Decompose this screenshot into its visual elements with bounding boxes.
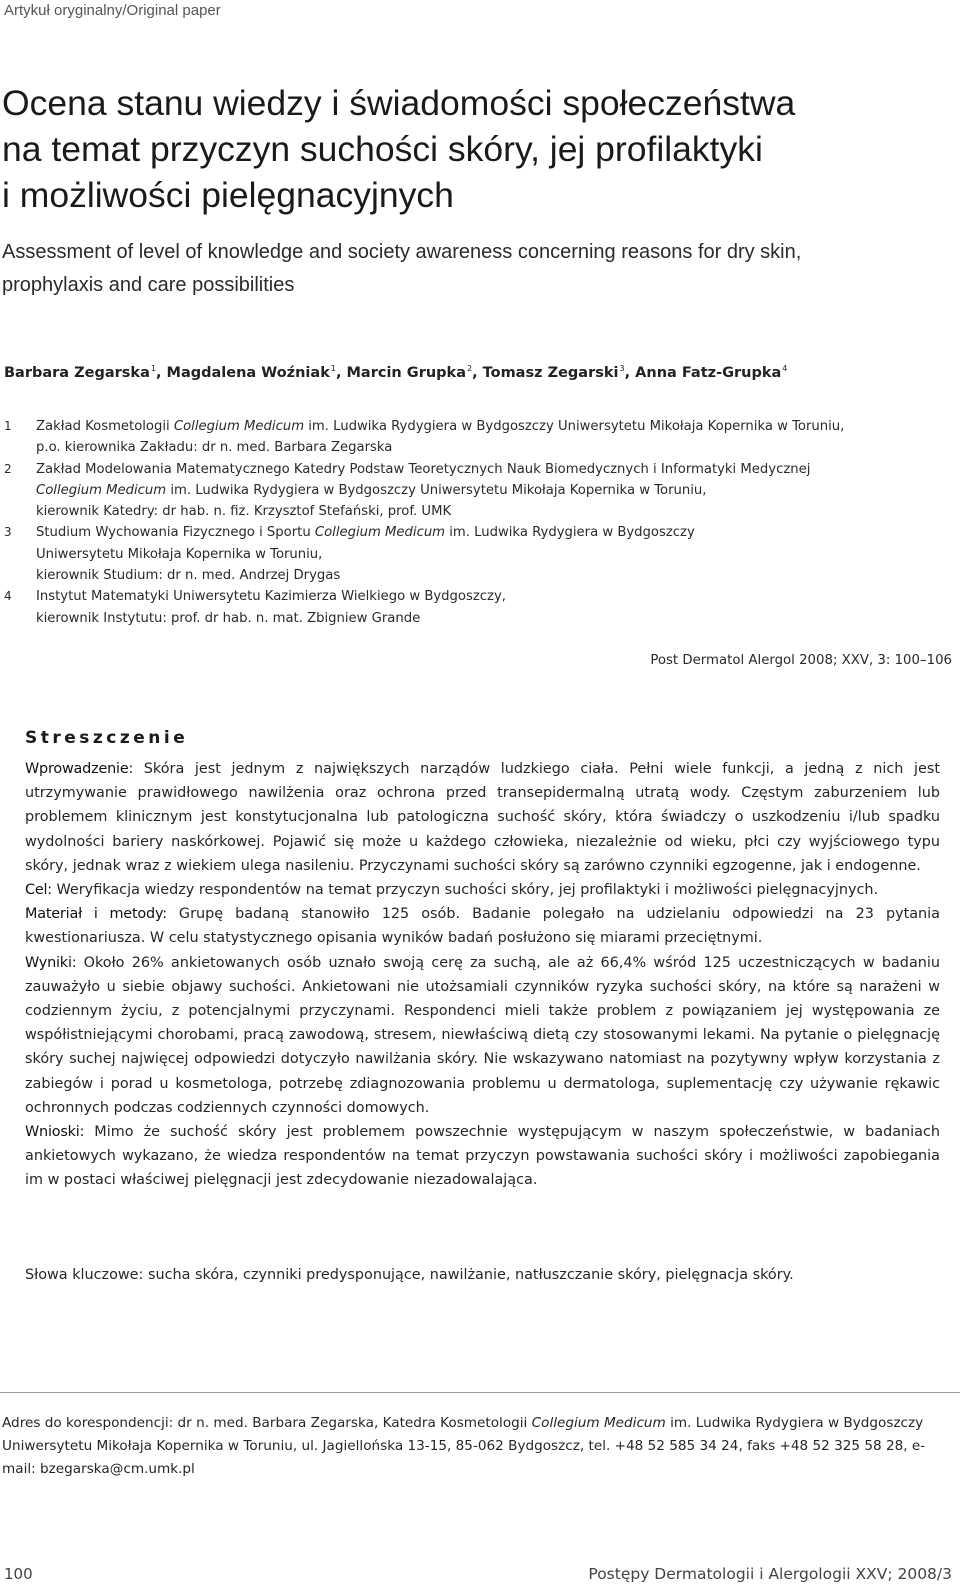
journal-footer: Postępy Dermatologii i Alergologii XXV; 2008/3 (588, 1565, 952, 1583)
subtitle-line: prophylaxis and care possibilities (2, 274, 295, 296)
abstract-heading: Streszczenie (25, 728, 189, 748)
abstract-paragraph: Wyniki: Około 26% ankietowanych osób uznało swoją cerę za suchą, ale aż 66,4% wśród 125 uczestniczących w badaniu zauważyło u siebie objawy suchości. Ankietowani nie utożsamiali czynników ryzyka suchości skóry, na które są narażeni w codziennym życiu, z potencjalnymi przyczynami. Respondenci mieli także problem z powiązaniem jej występowania ze współistniejącymi chorobami, pracą zawodową, stresem, niewłaściwą dietą czy stosowanymi lekami. Na pytanie o pielęgnację skóry suchej najwięcej odpowiedzi dotyczyło nawilżania skóry. Nie wskazywano natomiast na pozytywny wpływ korzystania z zabiegów i porad u kosmetologa, potrzebę zdiagnozowania problemu u dermatologa, suplementację czy używanie rękawic ochronnych podczas codziennych czynności domowych. (25, 954, 940, 1116)
author-affiliation-mark: 2 (466, 364, 473, 373)
author-affiliation-mark: 1 (330, 364, 336, 373)
abstract-paragraph: Wnioski: Mimo że suchość skóry jest problemem powszechnie występującym w naszym społeczeństwie, w badaniach ankietowych wykazano, że wiedza respondentów na temat przyczyn powstawania suchości skóry i możliwości zapobiegania im w postaci właściwej pielęgnacji jest zdecydowanie niezadowalająca. (25, 1124, 940, 1189)
affiliation-continuation: kierownik Instytutu: prof. dr hab. n. mat. Zbigniew Grande (36, 610, 421, 626)
author-affiliation-mark: 3 (619, 364, 625, 373)
abstract-paragraph: Cel: Weryfikacja wiedzy respondentów na temat przyczyn suchości skóry, jej profilaktyki i możliwości pielęgnacyjnych. (25, 882, 879, 899)
abstract-paragraph: Materiał i metody: Grupę badaną stanowiło 125 osób. Badanie polegało na udzielaniu odpowiedzi na 23 pytania kwestionariusza. W celu statystycznego opisania wyników badań posłużono się miarami przeciętnymi. (25, 906, 940, 947)
affiliation-3: 3 Studium Wychowania Fizycznego i Sportu Collegium Medicum im. Ludwika Rydygiera w Bydgoszczy (4, 522, 954, 543)
abstract-label: Wyniki: (25, 954, 77, 971)
article-title (2, 80, 952, 218)
keywords-label: Słowa kluczowe: (25, 1267, 144, 1283)
title-line: i możliwości pielęgnacyjnych (2, 175, 454, 215)
author-name: Magdalena Woźniak (166, 365, 330, 381)
author-name: Barbara Zegarska (4, 365, 150, 381)
affiliation-continuation: kierownik Studium: dr n. med. Andrzej Drygas (36, 568, 341, 584)
author-name: Marcin Grupka (346, 365, 466, 381)
keywords: Słowa kluczowe: sucha skóra, czynniki predysponujące, nawilżanie, natłuszczanie skóry, pielęgnacja skóry. (25, 1267, 794, 1283)
affiliation-number: 3 (4, 525, 12, 540)
correspondence-address: Adres do korespondencji: dr n. med. Barbara Zegarska, Katedra Kosmetologii Collegium Medicum im. Ludwika Rydygiera w Bydgoszczy Uniwersytetu Mikołaja Kopernika w Toruniu, ul. Jagiellońska 13-15, 85-062 Bydgoszcz, tel. +48 52 585 34 24, faks +48 52 325 58 28, e-mail: bzegarska@cm.umk.pl (2, 1415, 926, 1478)
citation: Post Dermatol Alergol 2008; XXV, 3: 100–106 (650, 653, 952, 668)
abstract-label: Cel: (25, 882, 52, 899)
affiliation-continuation: Collegium Medicum im. Ludwika Rydygiera w Bydgoszczy Uniwersytetu Mikołaja Kopernika w Toruniu, (36, 482, 707, 498)
title-line: Ocena stanu wiedzy i świadomości społeczeństwa (2, 83, 796, 123)
article-type-label: Artykuł oryginalny/Original paper (4, 2, 221, 19)
affiliation-number: 4 (4, 589, 12, 604)
title-line: na temat przyczyn suchości skóry, jej profilaktyki (2, 129, 763, 169)
correspondence-label: Adres do korespondencji: (2, 1415, 174, 1431)
abstract-paragraph: Wprowadzenie: Skóra jest jednym z największych narządów ludzkiego ciała. Pełni wiele funkcji, a jedną z nich jest utrzymywanie prawidłowego nawilżenia oraz ochrona przed transepidermalną utratą wody. Częstym zaburzeniem lub problemem klinicznym jest konstytucjonalna lub patologiczna suchość skóry, która świadczy o uszkodzeniu i/lub spadku wydolności bariery naskórkowej. Pojawić się może u każdego człowieka, niezależnie od wieku, płci czy wyjściowego typu skóry, jednak wraz z wiekiem ulega nasileniu. Przyczynami suchości skóry są zarówno czynniki egzogenne, jak i endogenne. (25, 761, 940, 874)
affiliation-number: 2 (4, 461, 12, 476)
affiliation-4: 4 Instytut Matematyki Uniwersytetu Kazimierza Wielkiego w Bydgoszczy, (4, 586, 954, 607)
author-affiliation-mark: 1 (150, 364, 156, 373)
author-name: Anna Fatz-Grupka (635, 365, 782, 381)
divider (0, 1392, 960, 1393)
affiliation-continuation: p.o. kierownika Zakładu: dr n. med. Barbara Zegarska (36, 440, 393, 456)
abstract-label: Materiał i metody: (25, 906, 167, 923)
affiliations (4, 416, 954, 629)
affiliation-continuation: kierownik Katedry: dr hab. n. fiz. Krzysztof Stefański, prof. UMK (36, 504, 452, 520)
affiliation-1: 1 Zakład Kosmetologii Collegium Medicum im. Ludwika Rydygiera w Bydgoszczy Uniwersytetu Mikołaja Kopernika w Toruniu, (4, 416, 954, 437)
abstract-label: Wprowadzenie: (25, 761, 134, 777)
page-number: 100 (4, 1565, 33, 1583)
abstract-label: Wnioski: (25, 1124, 85, 1141)
abstract-body (25, 757, 940, 1193)
affiliation-2: 2 Zakład Modelowania Matematycznego Katedry Podstaw Teoretycznych Nauk Biomedycznych i Informatyki Medycznej (4, 459, 954, 480)
affiliation-continuation: Uniwersytetu Mikołaja Kopernika w Toruniu, (36, 546, 323, 562)
author-name: Tomasz Zegarski (482, 365, 619, 381)
affiliation-number: 1 (4, 419, 12, 433)
english-title (2, 236, 952, 302)
author-affiliation-mark: 4 (782, 364, 788, 373)
author-list: Barbara Zegarska$^1$, Magdalena Woźniak$^1$, Marcin Grupka$^2$, Tomasz Zegarski$^3$, Anna Fatz-Grupka$^4$ (4, 364, 788, 381)
subtitle-line: Assessment of level of knowledge and society awareness concerning reasons for dry skin, (2, 241, 802, 263)
